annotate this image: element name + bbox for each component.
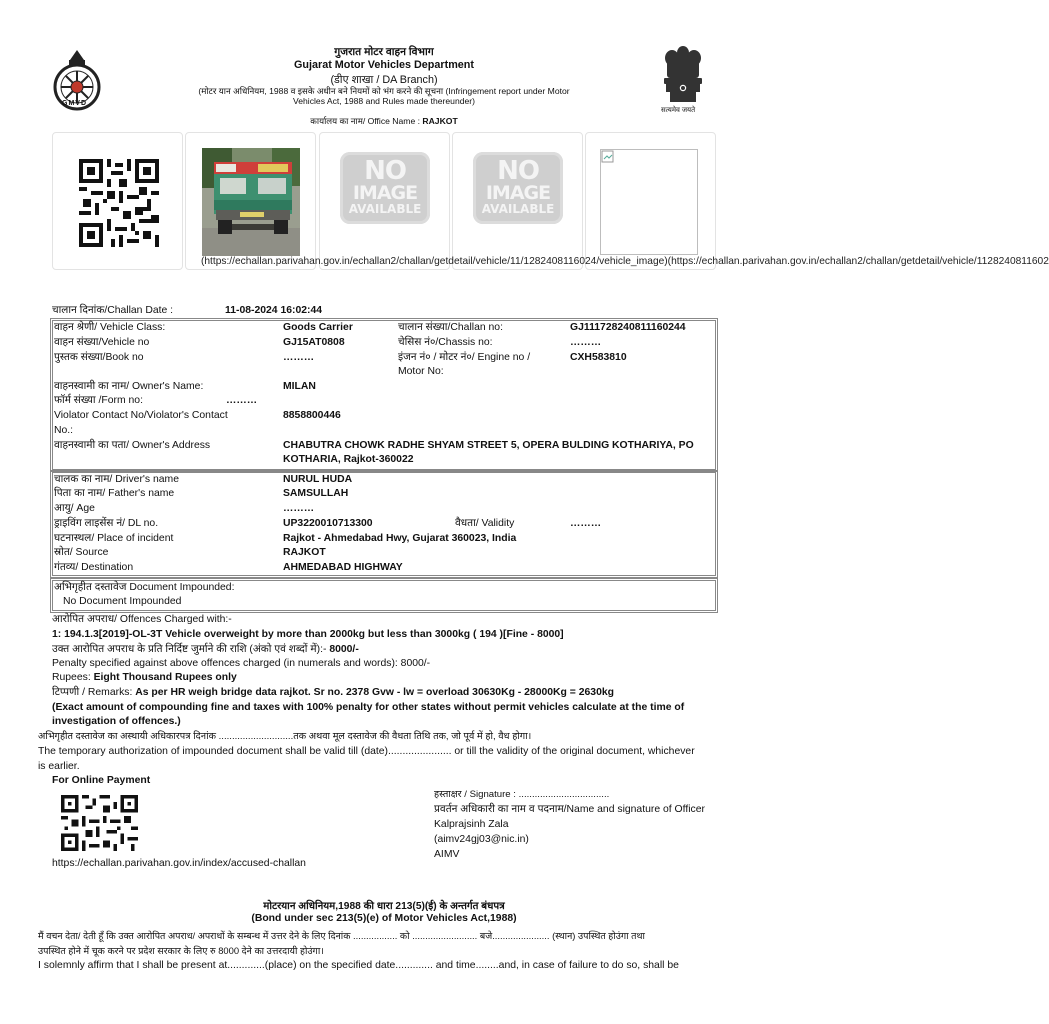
notice-line-1: (मोटर यान अधिनियम, 1988 व इसके अधीन बने नियमों को भंग करने की सूचना (Infringement report under Motor — [198, 86, 570, 96]
owner-address-line-2: KOTHARIA, Rajkot-360022 — [283, 454, 414, 465]
violator-contact-label-2: No.: — [54, 425, 74, 436]
vehicle-no-value: GJ15AT0808 — [283, 337, 345, 348]
no-image-placeholder-1 — [340, 152, 430, 224]
no-image-line-2: IMAGE — [352, 182, 418, 204]
document-impounded-label: अभिगृहीत दस्तावेज Document Impounded: — [54, 582, 235, 593]
incident-place-value: Rajkot - Ahmedabad Hwy, Gujarat 360023, India — [283, 533, 517, 544]
fine-amount-label: उक्त आरोपित अपराध के प्रति निर्दिष्ट जुर्माने की राशि (अंको एवं शब्दों में):- — [52, 644, 330, 655]
remarks-line — [52, 686, 614, 700]
dl-no-value: UP3220010713300 — [283, 518, 373, 529]
fine-amount-value: 8000/- — [329, 644, 359, 655]
chassis-no-label: चेसिस नं०/Chassis no: — [398, 337, 493, 348]
no-image-card-2 — [452, 132, 583, 270]
authorization-hindi: अभिगृहीत दस्तावेज का अस्थायी अधिकारपत्र दिनांक ............................तक अथवा मूल दस्तावेज की वैधता तिथि तक, जो पूर्व में हो, वैध होगा। — [38, 731, 532, 742]
age-label: आयु/ Age — [54, 503, 95, 514]
no-image-placeholder-2 — [473, 152, 563, 224]
vehicle-class-value: Goods Carrier — [283, 322, 353, 333]
violator-contact-value: 8858800446 — [283, 410, 341, 421]
office-label: कार्यालय का नाम/ Office Name : — [310, 116, 423, 126]
payment-qr-code[interactable] — [61, 795, 138, 851]
driver-name-value: NURUL HUDA — [283, 474, 353, 485]
engine-no-label-2: Motor No: — [398, 366, 444, 377]
destination-value: AHMEDABAD HIGHWAY — [283, 562, 403, 573]
owner-name-label: वाहनस्वामी का नाम/ Owner's Name: — [54, 381, 204, 392]
source-label: स्रोत/ Source — [54, 547, 109, 558]
gmvd-logo-text: GMVD — [62, 100, 87, 107]
dept-title-english: Gujarat Motor Vehicles Department — [294, 59, 474, 71]
vehicle-no-label: वाहन संख्या/Vehicle no — [54, 337, 150, 348]
driver-name-label: चालक का नाम/ Driver's name — [54, 474, 179, 485]
offences-heading: आरोपित अपराध/ Offences Charged with:- — [52, 614, 232, 625]
signature-line: हस्ताक्षर / Signature : .................................. — [434, 789, 610, 800]
vehicle-photo — [202, 148, 300, 256]
remarks-label: टिप्पणी / Remarks: — [52, 687, 136, 698]
authorization-english-2: is earlier. — [38, 761, 80, 772]
no-image-line-1: NO — [364, 156, 406, 186]
father-name-label: पिता का नाम/ Father's name — [54, 488, 175, 499]
broken-image-icon — [601, 150, 615, 164]
source-value: RAJKOT — [283, 547, 326, 558]
broken-image-card — [585, 132, 716, 270]
chassis-no-value: ……… — [570, 337, 602, 348]
bond-hindi-line-2: उपस्थित होने में चूक करने पर प्रदेश सरकार के लिए रु 8000 देने का उत्तरदायी होउंगा। — [38, 945, 324, 956]
officer-title-line: प्रवर्तन अधिकारी का नाम व पदनाम/Name and signature of Officer — [434, 804, 705, 815]
image-url-row[interactable]: (https://echallan.parivahan.gov.in/echallan2/challan/getdetail/vehicle/11/1282408116024/vehicle_image)(https://echallan.parivahan.gov.in/echallan2/challan/getdetail/vehicle/1128240811602 — [201, 256, 1049, 267]
payment-url[interactable]: https://echallan.parivahan.gov.in/index/accused-challan — [52, 858, 306, 869]
document-impounded-value: No Document Impounded — [63, 596, 182, 607]
office-value: RAJKOT — [422, 116, 458, 126]
no-image-card-1 — [319, 132, 450, 270]
age-value: ……… — [283, 503, 315, 514]
broken-image-frame — [600, 149, 698, 255]
online-payment-heading: For Online Payment — [52, 775, 151, 786]
no-image-line-3: AVAILABLE — [348, 202, 422, 216]
fine-amount-line — [52, 643, 359, 657]
challan-qr-card — [52, 132, 183, 270]
note-line-2: investigation of offences.) — [52, 716, 181, 727]
branch-label: (डीए शाखा / DA Branch) — [330, 74, 438, 86]
vehicle-photo-card — [185, 132, 316, 270]
emblem-caption: सत्यमेव जयते — [661, 107, 696, 114]
form-no-value: ……… — [226, 395, 258, 406]
office-name — [0, 115, 768, 127]
officer-name: Kalprajsinh Zala — [434, 819, 509, 830]
rupees-line — [52, 671, 237, 685]
dl-no-label: ड्राइविंग लाइसेंस नं/ DL no. — [54, 518, 159, 529]
form-no-label: फॉर्म संख्या /Form no: — [54, 395, 143, 406]
challan-no-label: चालान संख्या/Challan no: — [398, 322, 503, 333]
bond-title-hindi: मोटरयान अधिनियम,1988 की धारा 213(5)(ई) के अन्तर्गत बंधपत्र — [263, 901, 505, 912]
incident-place-label: घटनास्थल/ Place of incident — [54, 533, 174, 544]
no-image-line-3: AVAILABLE — [481, 202, 555, 216]
authorization-english-1: The temporary authorization of impounded document shall be valid till (date)...................... or till the validity of the original document, whichever — [38, 746, 695, 757]
remarks-value: As per HR weigh bridge data rajkot. Sr no. 2378 Gvw - lw = overload 30630Kg - 28000Kg = 2630kg — [135, 687, 614, 698]
book-no-value: ……… — [283, 352, 315, 363]
bond-title-english: (Bond under sec 213(5)(e) of Motor Vehicles Act,1988) — [251, 913, 517, 924]
note-line-1: (Exact amount of compounding fine and taxes with 100% penalty for other states without permit vehicles calculate at the time of — [52, 702, 685, 713]
rupees-value: Eight Thousand Rupees only — [93, 672, 237, 683]
owner-address-label: वाहनस्वामी का पता/ Owner's Address — [54, 440, 211, 451]
challan-date-label: चालान दिनांक/Challan Date : — [52, 305, 174, 316]
validity-value: ……… — [570, 518, 602, 529]
officer-email: (aimv24gj03@nic.in) — [434, 834, 529, 845]
vehicle-class-label: वाहन श्रेणी/ Vehicle Class: — [54, 322, 166, 333]
owner-address-line-1: CHABUTRA CHOWK RADHE SHYAM STREET 5, OPERA BULDING KOTHARIYA, PO — [283, 440, 694, 451]
notice-line-2: Vehicles Act, 1988 and Rules made thereunder) — [292, 96, 476, 106]
owner-name-value: MILAN — [283, 381, 316, 392]
engine-no-value: CXH583810 — [570, 352, 627, 363]
challan-date-value: 11-08-2024 16:02:44 — [225, 305, 323, 316]
bond-hindi-line-1: मैं वचन देता/ देती हूँ कि उक्त आरोपित अपराध/ अपराधों के सम्बन्ध में उत्तर देने के लिए दिनांक ................. को ......................... बजे...................... (स्थान) उपस्थित होउंगा तथा — [38, 930, 645, 941]
book-no-label: पुस्तक संख्या/Book no — [54, 352, 144, 363]
dept-title-hindi: गुजरात मोटर वाहन विभाग — [334, 46, 434, 58]
penalty-line: Penalty specified against above offences charged (in numerals and words): 8000/- — [52, 658, 431, 669]
challan-no-value: GJ111728240811160244 — [570, 322, 686, 333]
challan-qr-code — [79, 159, 159, 247]
offence-1: 1: 194.1.3[2019]-OL-3T Vehicle overweight by more than 2000kg but less than 3000kg ( 194 )[Fine - 8000] — [52, 629, 564, 640]
violator-contact-label-1: Violator Contact No/Violator's Contact — [54, 410, 228, 421]
destination-label: गंतव्य/ Destination — [54, 562, 134, 573]
no-image-line-1: NO — [497, 156, 539, 186]
officer-designation: AIMV — [434, 849, 460, 860]
no-image-line-2: IMAGE — [485, 182, 551, 204]
rupees-label: Rupees: — [52, 672, 94, 683]
validity-label: वैधता/ Validity — [455, 518, 515, 529]
father-name-value: SAMSULLAH — [283, 488, 349, 499]
engine-no-label-1: इंजन नं० / मोटर नं०/ Engine no / — [398, 352, 531, 363]
bond-english-line-1: I solemnly affirm that I shall be present at.............(place) on the specified date............. and time........and, in case of failure to do so, shall be — [38, 960, 679, 971]
